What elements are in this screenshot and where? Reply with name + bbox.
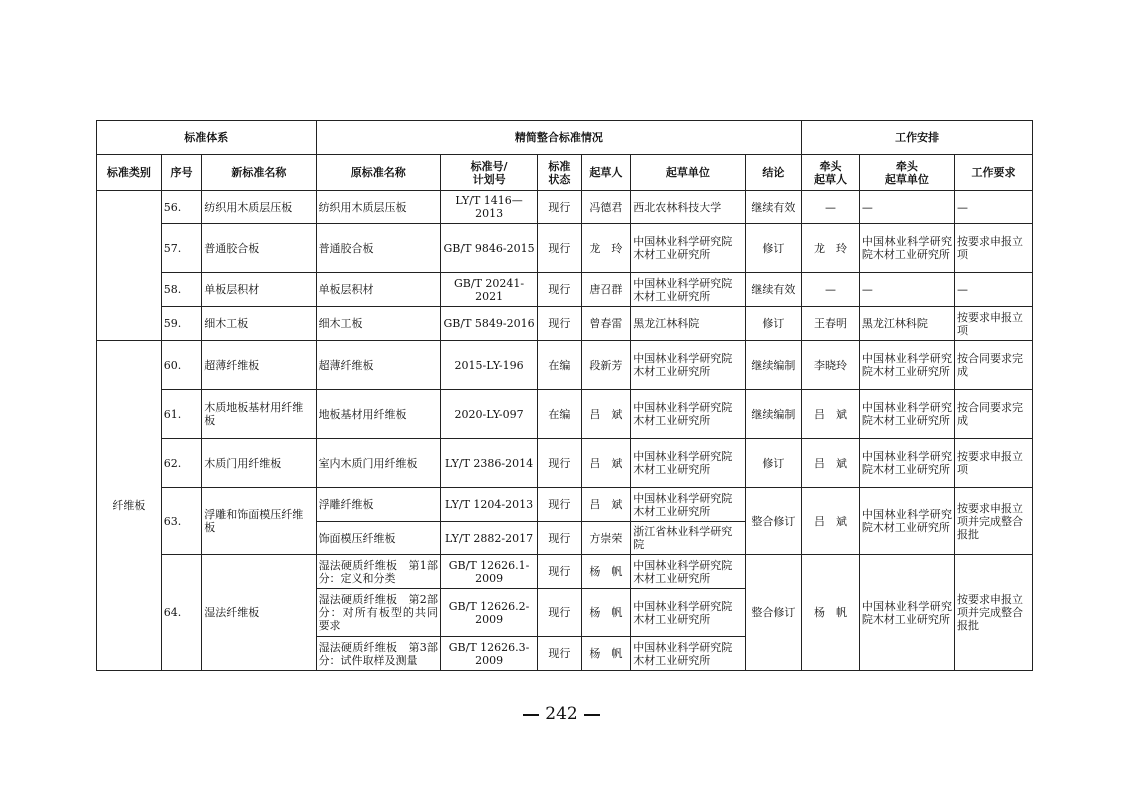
requirement: 按要求申报立项 xyxy=(954,439,1032,488)
table-row xyxy=(97,273,1033,307)
new-name: 木质地板基材用纤维板 xyxy=(202,390,316,439)
seq: 64. xyxy=(161,555,201,671)
lead-drafter: — xyxy=(802,273,860,307)
drafter: 杨 帆 xyxy=(581,637,631,671)
std-no: LY/T 2386-2014 xyxy=(441,439,538,488)
std-no: GB/T 20241-2021 xyxy=(441,273,538,307)
orig-name: 普通胶合板 xyxy=(316,224,440,273)
seq: 60. xyxy=(161,341,201,390)
std-no: GB/T 5849-2016 xyxy=(441,307,538,341)
col-conclusion: 结论 xyxy=(745,155,802,191)
std-no: LY/T 2882-2017 xyxy=(441,522,538,555)
seq: 63. xyxy=(161,488,201,555)
category-cell-blank xyxy=(97,191,162,341)
unit: 中国林业科学研究院木材工业研究所 xyxy=(631,488,745,522)
seq: 56. xyxy=(161,191,201,224)
status: 现行 xyxy=(538,307,582,341)
requirement: 按要求申报立项 xyxy=(954,224,1032,273)
status: 现行 xyxy=(538,488,582,522)
std-no: 2015-LY-196 xyxy=(441,341,538,390)
table-row xyxy=(97,224,1033,273)
table-row xyxy=(97,191,1033,224)
new-name: 普通胶合板 xyxy=(202,224,316,273)
drafter: 龙 玲 xyxy=(581,224,631,273)
status: 现行 xyxy=(538,439,582,488)
lead-unit: 中国林业科学研究院木材工业研究所 xyxy=(859,341,954,390)
unit: 中国林业科学研究院木材工业研究所 xyxy=(631,273,745,307)
drafter: 方崇荣 xyxy=(581,522,631,555)
orig-name: 室内木质门用纤维板 xyxy=(316,439,440,488)
orig-name: 地板基材用纤维板 xyxy=(316,390,440,439)
drafter: 杨 帆 xyxy=(581,589,631,637)
seq: 57. xyxy=(161,224,201,273)
lead-drafter: 吕 斌 xyxy=(802,390,860,439)
unit: 中国林业科学研究院木材工业研究所 xyxy=(631,390,745,439)
requirement: — xyxy=(954,191,1032,224)
requirement: 按要求申报立项并完成整合报批 xyxy=(954,488,1032,555)
requirement: 按合同要求完成 xyxy=(954,390,1032,439)
requirement: 按要求申报立项 xyxy=(954,307,1032,341)
drafter: 杨 帆 xyxy=(581,555,631,589)
status: 现行 xyxy=(538,191,582,224)
drafter: 唐召群 xyxy=(581,273,631,307)
table-row xyxy=(97,307,1033,341)
unit: 浙江省林业科学研究院 xyxy=(631,522,745,555)
lead-unit: 中国林业科学研究院木材工业研究所 xyxy=(859,439,954,488)
status: 现行 xyxy=(538,555,582,589)
unit: 中国林业科学研究院木材工业研究所 xyxy=(631,341,745,390)
status: 现行 xyxy=(538,589,582,637)
lead-unit: — xyxy=(859,273,954,307)
header-column-row xyxy=(97,155,1033,191)
table-row xyxy=(97,390,1033,439)
col-lead-drafter-line2: 起草人 xyxy=(814,172,848,186)
status: 在编 xyxy=(538,390,582,439)
std-no: 2020-LY-097 xyxy=(441,390,538,439)
seq: 62. xyxy=(161,439,201,488)
col-lead-unit-line2: 起草单位 xyxy=(884,172,929,186)
header-group-row xyxy=(97,121,1033,155)
lead-drafter: 龙 玲 xyxy=(802,224,860,273)
orig-name: 浮雕纤维板 xyxy=(316,488,440,522)
unit: 中国林业科学研究院木材工业研究所 xyxy=(631,224,745,273)
status: 现行 xyxy=(538,273,582,307)
standards-table xyxy=(96,120,1033,671)
unit: 中国林业科学研究院木材工业研究所 xyxy=(631,555,745,589)
conclusion: 修订 xyxy=(745,439,802,488)
footer-dash-left xyxy=(523,714,539,716)
col-drafter: 起草人 xyxy=(581,155,631,191)
orig-name: 单板层积材 xyxy=(316,273,440,307)
new-name: 单板层积材 xyxy=(202,273,316,307)
seq: 59. xyxy=(161,307,201,341)
orig-name: 湿法硬质纤维板 第1部分：定义和分类 xyxy=(316,555,440,589)
conclusion: 整合修订 xyxy=(745,555,802,671)
std-no: GB/T 9846-2015 xyxy=(441,224,538,273)
status: 在编 xyxy=(538,341,582,390)
col-status-line2: 状态 xyxy=(548,172,571,186)
seq: 58. xyxy=(161,273,201,307)
table-row xyxy=(97,341,1033,390)
table-row xyxy=(97,488,1033,522)
col-status-line1: 标准 xyxy=(548,159,571,173)
col-orig-name: 原标准名称 xyxy=(316,155,440,191)
requirement: — xyxy=(954,273,1032,307)
col-requirement: 工作要求 xyxy=(954,155,1032,191)
lead-drafter: 王春明 xyxy=(802,307,860,341)
unit: 黑龙江林科院 xyxy=(631,307,745,341)
conclusion: 继续有效 xyxy=(745,191,802,224)
col-status xyxy=(538,155,582,191)
drafter: 曾春雷 xyxy=(581,307,631,341)
orig-name: 饰面模压纤维板 xyxy=(316,522,440,555)
conclusion: 继续有效 xyxy=(745,273,802,307)
orig-name: 湿法硬质纤维板 第2部分：对所有板型的共同要求 xyxy=(316,589,440,637)
footer-dash-right xyxy=(584,714,600,716)
lead-unit: 黑龙江林科院 xyxy=(859,307,954,341)
status: 现行 xyxy=(538,224,582,273)
header-work-plan: 工作安排 xyxy=(802,121,1033,155)
col-new-name: 新标准名称 xyxy=(202,155,316,191)
header-standard-system: 标准体系 xyxy=(97,121,317,155)
drafter: 冯德君 xyxy=(581,191,631,224)
lead-drafter: 吕 斌 xyxy=(802,439,860,488)
unit: 中国林业科学研究院木材工业研究所 xyxy=(631,637,745,671)
lead-unit: 中国林业科学研究院木材工业研究所 xyxy=(859,488,954,555)
page-footer xyxy=(0,704,1123,724)
col-lead-drafter xyxy=(802,155,860,191)
std-no: LY/T 1204-2013 xyxy=(441,488,538,522)
table-row xyxy=(97,555,1033,589)
drafter: 吕 斌 xyxy=(581,390,631,439)
new-name: 湿法纤维板 xyxy=(202,555,316,671)
unit: 中国林业科学研究院木材工业研究所 xyxy=(631,439,745,488)
orig-name: 湿法硬质纤维板 第3部分：试件取样及测量 xyxy=(316,637,440,671)
status: 现行 xyxy=(538,522,582,555)
page-number: 242 xyxy=(545,704,578,724)
drafter: 吕 斌 xyxy=(581,488,631,522)
seq: 61. xyxy=(161,390,201,439)
std-no: LY/T 1416—2013 xyxy=(441,191,538,224)
table-row xyxy=(97,439,1033,488)
category-fiberboard: 纤维板 xyxy=(97,341,162,671)
col-lead-unit-line1: 牵头 xyxy=(895,159,918,173)
std-no: GB/T 12626.1-2009 xyxy=(441,555,538,589)
new-name: 纺织用木质层压板 xyxy=(202,191,316,224)
lead-unit: 中国林业科学研究院木材工业研究所 xyxy=(859,224,954,273)
orig-name: 细木工板 xyxy=(316,307,440,341)
lead-drafter: 杨 帆 xyxy=(802,555,860,671)
std-no: GB/T 12626.3-2009 xyxy=(441,637,538,671)
drafter: 段新芳 xyxy=(581,341,631,390)
lead-unit: — xyxy=(859,191,954,224)
lead-drafter: 吕 斌 xyxy=(802,488,860,555)
col-seq: 序号 xyxy=(161,155,201,191)
conclusion: 修订 xyxy=(745,224,802,273)
orig-name: 超薄纤维板 xyxy=(316,341,440,390)
status: 现行 xyxy=(538,637,582,671)
col-lead-unit xyxy=(859,155,954,191)
new-name: 木质门用纤维板 xyxy=(202,439,316,488)
std-no: GB/T 12626.2-2009 xyxy=(441,589,538,637)
unit: 中国林业科学研究院木材工业研究所 xyxy=(631,589,745,637)
col-category: 标准类别 xyxy=(97,155,162,191)
col-lead-drafter-line1: 牵头 xyxy=(819,159,842,173)
new-name: 浮雕和饰面模压纤维板 xyxy=(202,488,316,555)
header-consolidation: 精简整合标准情况 xyxy=(316,121,802,155)
conclusion: 继续编制 xyxy=(745,341,802,390)
lead-drafter: 李晓玲 xyxy=(802,341,860,390)
col-std-no-line2: 计划号 xyxy=(472,172,506,186)
new-name: 细木工板 xyxy=(202,307,316,341)
conclusion: 继续编制 xyxy=(745,390,802,439)
drafter: 吕 斌 xyxy=(581,439,631,488)
new-name: 超薄纤维板 xyxy=(202,341,316,390)
unit: 西北农林科技大学 xyxy=(631,191,745,224)
conclusion: 整合修订 xyxy=(745,488,802,555)
col-std-no-line1: 标准号/ xyxy=(470,159,508,173)
lead-unit: 中国林业科学研究院木材工业研究所 xyxy=(859,555,954,671)
conclusion: 修订 xyxy=(745,307,802,341)
col-std-no xyxy=(441,155,538,191)
requirement: 按要求申报立项并完成整合报批 xyxy=(954,555,1032,671)
lead-unit: 中国林业科学研究院木材工业研究所 xyxy=(859,390,954,439)
orig-name: 纺织用木质层压板 xyxy=(316,191,440,224)
col-unit: 起草单位 xyxy=(631,155,745,191)
lead-drafter: — xyxy=(802,191,860,224)
requirement: 按合同要求完成 xyxy=(954,341,1032,390)
